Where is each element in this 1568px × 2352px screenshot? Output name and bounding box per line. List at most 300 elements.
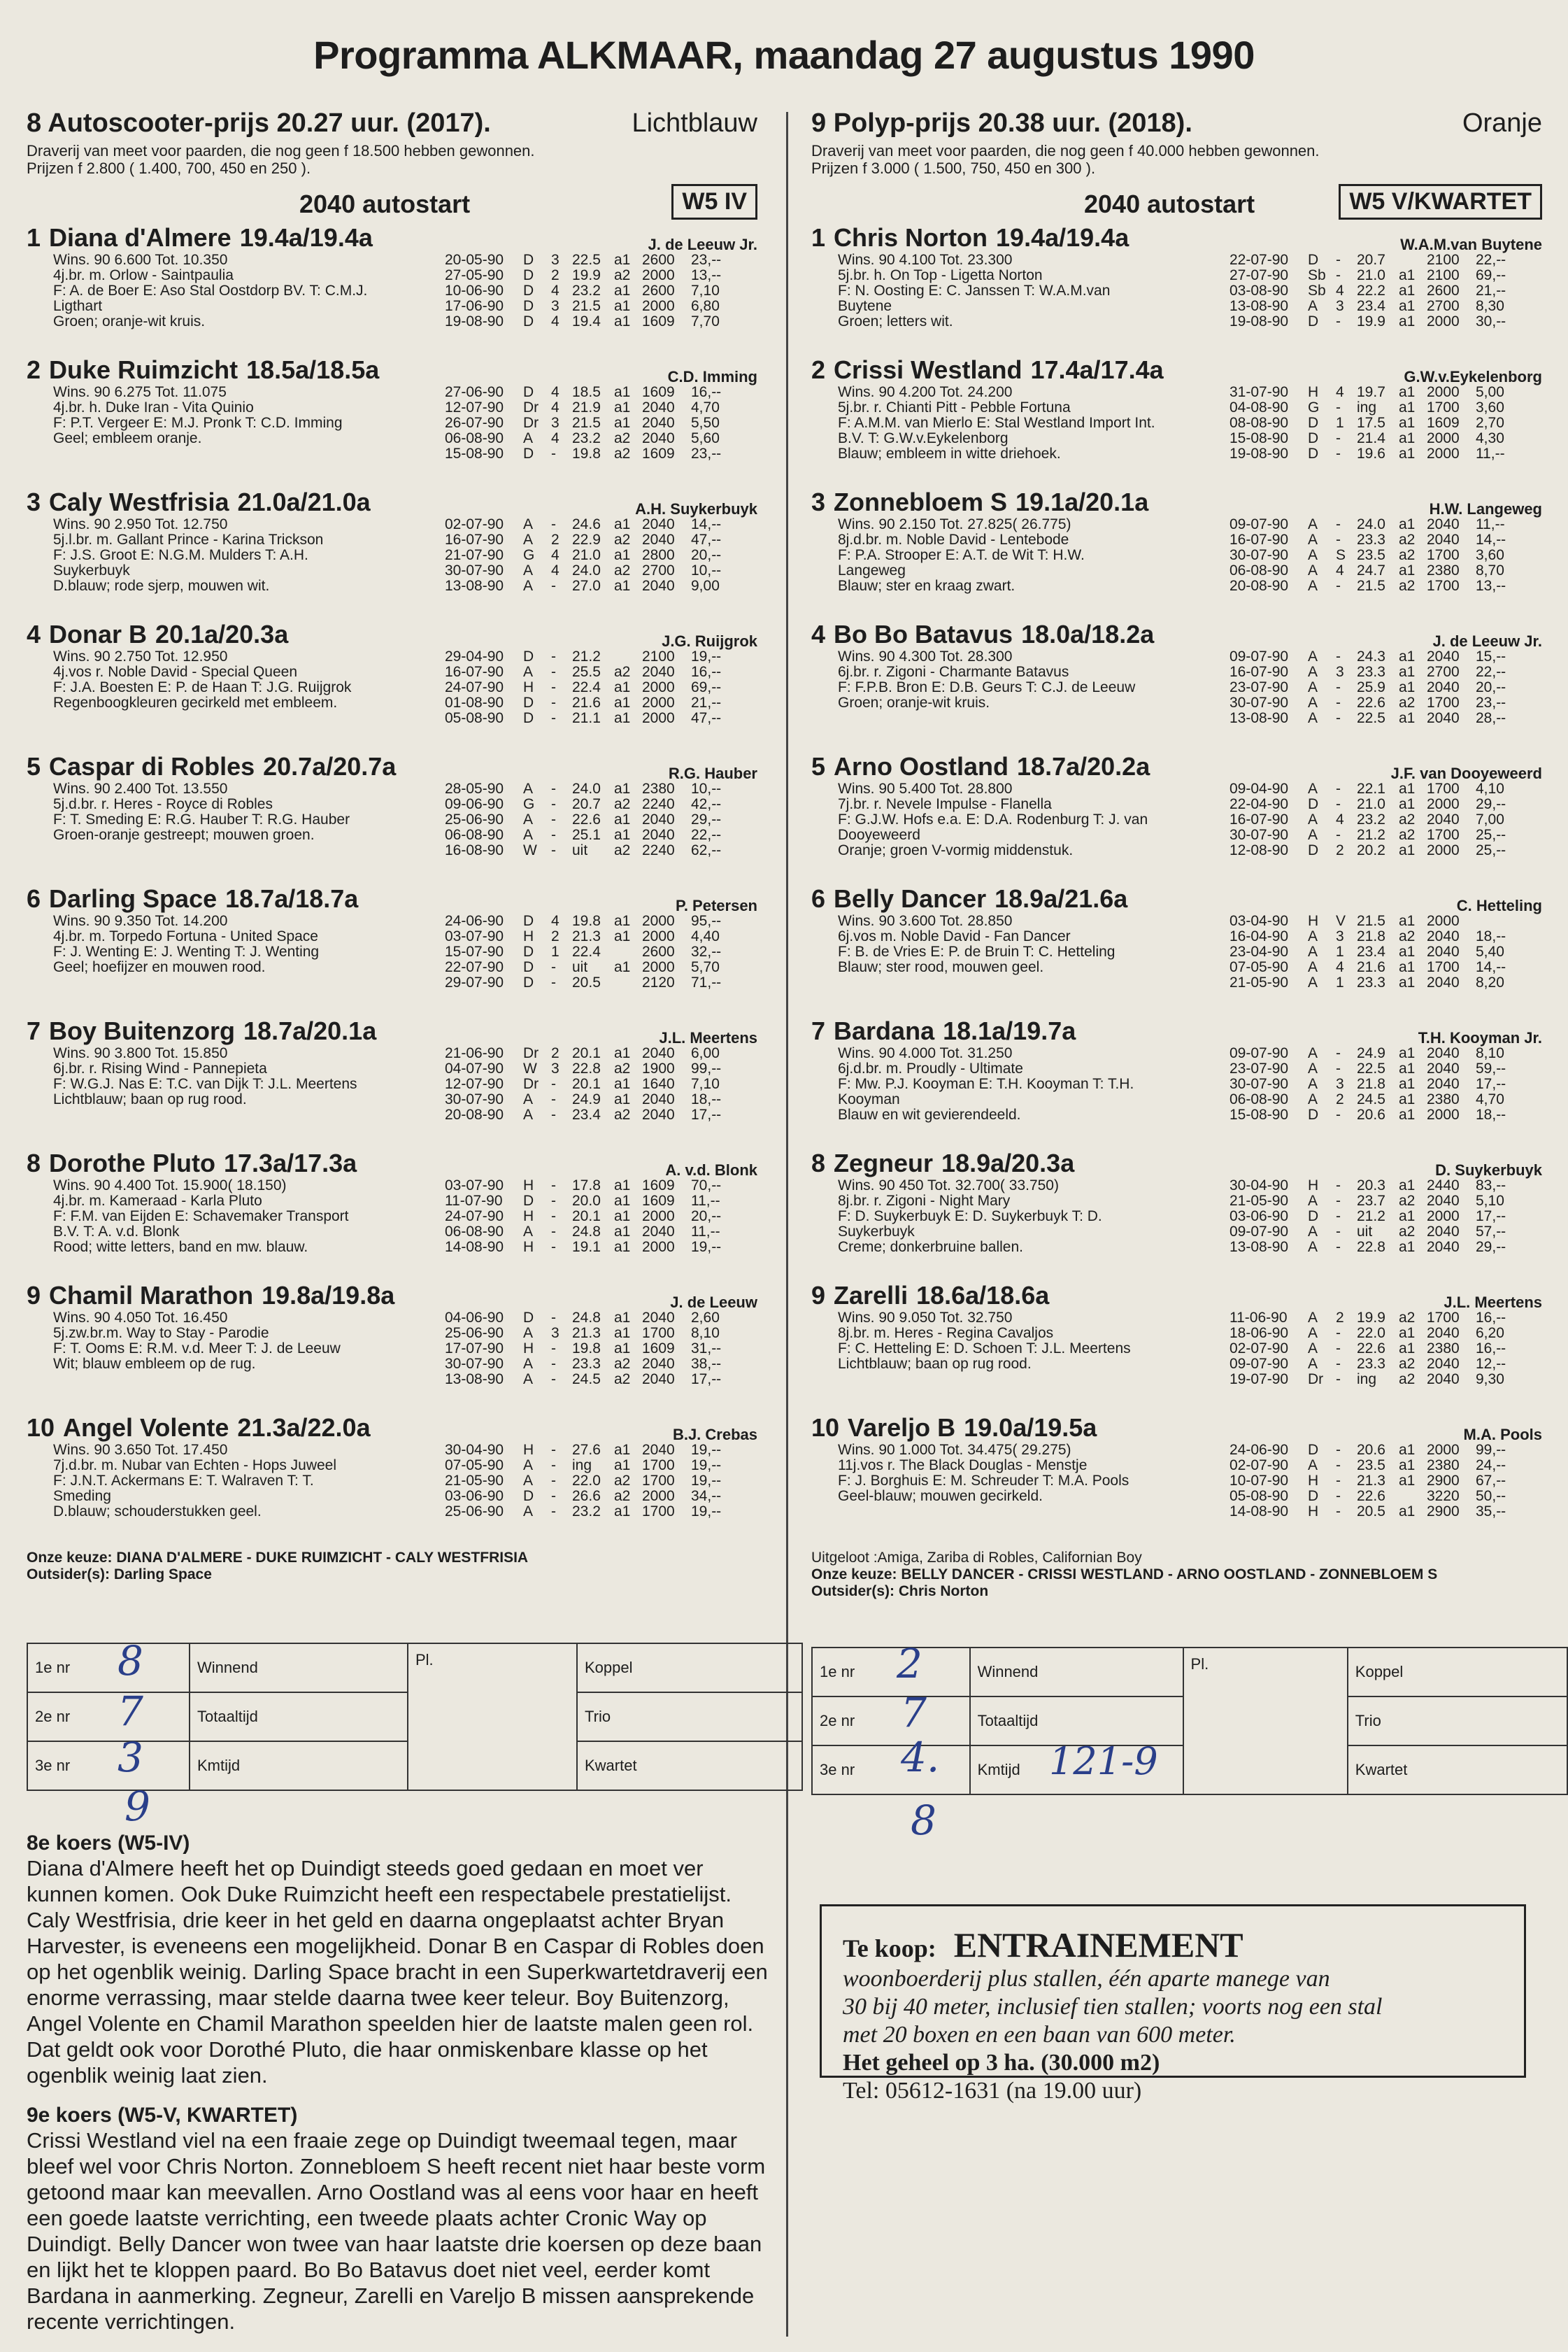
- run-cell: 2240: [642, 842, 675, 858]
- run-cell: 2000: [1427, 1208, 1460, 1224]
- run-cell: 21.5: [1357, 913, 1385, 929]
- comment-8-title: 8e koers (W5-IV): [27, 1832, 190, 1855]
- horse-number: 1: [811, 223, 826, 252]
- run-row: [1230, 1310, 1542, 1326]
- run-cell: 21-05-90: [1230, 975, 1289, 991]
- horse-info-line: Lichtblauw; baan op rug rood.: [838, 1356, 1032, 1372]
- run-cell: 4: [1336, 384, 1344, 400]
- run-cell: Dr: [523, 399, 539, 416]
- run-cell: -: [551, 1442, 556, 1458]
- run-row: [445, 400, 757, 416]
- run-row: [1230, 929, 1542, 944]
- run-cell: a2: [614, 1488, 631, 1504]
- result-cell: Kwartet: [577, 1741, 802, 1790]
- run-cell: 38,--: [691, 1356, 722, 1372]
- run-cell: D: [523, 283, 534, 299]
- horse-info-line: 6j.vos m. Noble David - Fan Dancer: [838, 928, 1071, 944]
- horse-info: [53, 253, 445, 330]
- run-cell: 4: [551, 384, 560, 400]
- horse-info-line: F: C. Hetteling E: D. Schoen T: J.L. Meertens: [838, 1340, 1131, 1356]
- run-cell: H: [523, 1239, 534, 1255]
- run-cell: a1: [614, 298, 631, 314]
- run-cell: 2040: [642, 1045, 675, 1061]
- race-title: 9 Polyp-prijs 20.38 uur. (2018).: [811, 108, 1192, 138]
- run-cell: -: [1336, 796, 1341, 812]
- horse-info-line: 8j.br. m. Heres - Regina Cavaljos: [838, 1325, 1054, 1341]
- run-row: [1230, 1046, 1542, 1061]
- run-cell: -: [1336, 578, 1341, 594]
- run-cell: a1: [1399, 944, 1416, 960]
- run-cell: 2040: [1427, 928, 1460, 944]
- run-cell: 26-07-90: [445, 415, 504, 431]
- run-cell: A: [523, 1371, 534, 1387]
- run-cell: 18-06-90: [1230, 1325, 1289, 1341]
- run-cell: 9,00: [691, 578, 720, 594]
- run-cell: 19,--: [691, 649, 722, 665]
- ad-line: met 20 boxen en een baan van 600 meter.: [843, 2022, 1236, 2048]
- run-cell: A: [1308, 532, 1318, 548]
- run-cell: A: [523, 562, 534, 579]
- column-divider: [786, 112, 788, 2337]
- horse-number: 10: [27, 1413, 55, 1442]
- horse-info-line: F: D. Suykerbuyk E: D. Suykerbuyk T: D.: [838, 1208, 1102, 1224]
- horse-entry: [27, 1016, 757, 1149]
- run-cell: 06-08-90: [445, 827, 504, 843]
- result-cell: 2e nr: [812, 1696, 970, 1745]
- run-cell: 18,--: [691, 1091, 722, 1107]
- run-row: [445, 1443, 757, 1458]
- run-cell: 01-08-90: [445, 695, 504, 711]
- horse-name: [27, 1281, 403, 1310]
- run-cell: D: [1308, 446, 1319, 462]
- run-row: [445, 532, 757, 548]
- horse-info-line: F: A. de Boer E: Aso Stal Oostdorp BV. T: C.M.J.: [53, 283, 368, 299]
- handwritten-note: 3: [117, 1734, 143, 1781]
- horse-number: 1: [27, 223, 41, 252]
- our-choice: Onze keuze: BELLY DANCER - CRISSI WESTLAND - ARNO OOSTLAND - ZONNEBLOEM S: [811, 1566, 1438, 1582]
- run-cell: [614, 975, 642, 991]
- run-cell: 3: [551, 298, 560, 314]
- run-cell: 2600: [642, 252, 675, 268]
- run-cell: a1: [614, 1091, 631, 1107]
- outsiders: Outsider(s): Chris Norton: [811, 1583, 989, 1599]
- run-cell: a1: [614, 399, 631, 416]
- run-cell: 19.8: [572, 1340, 601, 1356]
- run-cell: Sb: [1308, 283, 1326, 299]
- run-cell: 03-06-90: [1230, 1208, 1289, 1224]
- horse-info: [838, 1443, 1230, 1504]
- run-cell: a2: [1399, 827, 1416, 843]
- horse-name-text: Caspar di Robles: [49, 752, 255, 781]
- recent-runs: [445, 1178, 757, 1255]
- run-cell: 19.1: [572, 1239, 601, 1255]
- run-cell: 03-07-90: [445, 928, 504, 944]
- horse-entry: [811, 620, 1542, 752]
- run-cell: -: [551, 1488, 556, 1504]
- run-row: [1230, 548, 1542, 563]
- run-cell: 2000: [1427, 842, 1460, 858]
- horse-record: 20.1a/20.3a: [155, 620, 289, 649]
- race-conditions: Draverij van meet voor paarden, die nog geen f 40.000 hebben gewonnen.: [811, 142, 1320, 160]
- run-cell: 29,--: [691, 812, 722, 828]
- run-cell: 2700: [1427, 298, 1460, 314]
- run-row: [1230, 1473, 1542, 1489]
- horse-number: 4: [811, 620, 826, 649]
- horse-info-line: F: J.A. Boesten E: P. de Haan T: J.G. Ruijgrok: [53, 679, 352, 695]
- horse-info-line: Ligthart: [53, 298, 103, 314]
- run-cell: 25-06-90: [445, 1325, 504, 1341]
- horse-info-line: F: J. Wenting E: J. Wenting T: J. Wenting: [53, 944, 320, 960]
- run-cell: 2100: [642, 649, 675, 665]
- run-cell: 2,60: [691, 1310, 720, 1326]
- run-cell: 3: [1336, 1076, 1344, 1092]
- run-row: [1230, 446, 1542, 462]
- run-cell: 1609: [642, 313, 675, 330]
- run-cell: -: [551, 649, 556, 665]
- horse-name: [811, 355, 1172, 385]
- outsiders: Outsider(s): Darling Space: [27, 1566, 212, 1582]
- driver-name: J.L. Meertens: [1444, 1294, 1542, 1311]
- run-row: [445, 649, 757, 665]
- bet-type-box: W5 IV: [671, 184, 757, 220]
- horse-info: [53, 649, 445, 711]
- run-cell: D: [1308, 796, 1319, 812]
- run-cell: 5,70: [691, 959, 720, 975]
- run-cell: -: [1336, 1340, 1341, 1356]
- run-cell: 11,--: [1476, 446, 1505, 462]
- run-row: [1230, 1209, 1542, 1224]
- run-cell: 27-06-90: [445, 384, 504, 400]
- run-row: [445, 1046, 757, 1061]
- run-cell: -: [551, 1473, 556, 1489]
- run-cell: a1: [614, 1239, 631, 1255]
- run-cell: 22,--: [691, 827, 722, 843]
- run-cell: a2: [614, 1356, 631, 1372]
- run-cell: 8,10: [691, 1325, 720, 1341]
- horse-name: [811, 1149, 1083, 1178]
- horse-entry: [27, 752, 757, 884]
- run-cell: -: [551, 1340, 556, 1356]
- run-cell: 15-08-90: [445, 446, 504, 462]
- run-cell: -: [1336, 1224, 1341, 1240]
- run-cell: ing: [572, 1457, 592, 1473]
- run-cell: 20.5: [572, 975, 601, 991]
- run-cell: a1: [1399, 1045, 1416, 1061]
- run-cell: 04-06-90: [445, 1310, 504, 1326]
- run-cell: a2: [1399, 1193, 1416, 1209]
- run-cell: uit: [572, 959, 588, 975]
- horse-info-line: 5j.zw.br.m. Way to Stay - Parodie: [53, 1325, 269, 1341]
- run-cell: 24.9: [1357, 1045, 1385, 1061]
- run-cell: -: [1336, 1045, 1341, 1061]
- run-cell: -: [551, 1356, 556, 1372]
- run-cell: -: [1336, 252, 1341, 268]
- run-row: [445, 797, 757, 812]
- run-cell: 69,--: [691, 679, 722, 695]
- run-cell: a1: [1399, 1503, 1416, 1519]
- horse-number: 6: [27, 884, 41, 913]
- run-cell: a1: [1399, 516, 1416, 532]
- run-cell: 2040: [1427, 1224, 1460, 1240]
- horse-record: 18.7a/20.2a: [1017, 752, 1150, 781]
- run-cell: 2040: [642, 516, 675, 532]
- run-row: [1230, 1092, 1542, 1107]
- run-cell: a1: [614, 1325, 631, 1341]
- run-cell: 12-08-90: [1230, 842, 1289, 858]
- run-cell: 24-07-90: [445, 1208, 504, 1224]
- run-cell: ing: [1357, 399, 1377, 416]
- run-cell: D: [523, 1193, 534, 1209]
- horse-record: 19.0a/19.5a: [964, 1413, 1097, 1442]
- run-cell: 1609: [642, 1340, 675, 1356]
- horse-info-line: Wins. 90 4.100 Tot. 23.300: [838, 252, 1013, 268]
- run-cell: 1700: [1427, 827, 1460, 843]
- run-cell: 2040: [1427, 812, 1460, 828]
- result-cell: Pl.: [1183, 1648, 1348, 1794]
- run-cell: 20.1: [572, 1045, 601, 1061]
- run-cell: G: [1308, 399, 1320, 416]
- run-cell: 19.8: [572, 913, 601, 929]
- run-cell: 23.3: [1357, 1356, 1385, 1372]
- driver-name: D. Suykerbuyk: [1435, 1161, 1542, 1179]
- horse-info-line: Wins. 90 2.400 Tot. 13.550: [53, 781, 228, 797]
- run-row: [1230, 828, 1542, 843]
- run-cell: 19.4: [572, 313, 601, 330]
- run-cell: 2000: [642, 1488, 675, 1504]
- horse-info-line: 8j.d.br. m. Noble David - Lentebode: [838, 532, 1069, 548]
- run-cell: A: [1308, 1457, 1318, 1473]
- run-cell: 05-08-90: [1230, 1488, 1289, 1504]
- run-cell: 47,--: [691, 710, 722, 726]
- result-cell: 1e nr: [27, 1643, 190, 1692]
- run-cell: 1609: [642, 1177, 675, 1193]
- recent-runs: [1230, 914, 1542, 991]
- run-cell: 2: [551, 267, 560, 283]
- run-cell: A: [1308, 695, 1318, 711]
- run-cell: 21.6: [1357, 959, 1385, 975]
- horse-info-line: Dooyeweerd: [838, 827, 920, 843]
- run-row: [1230, 1341, 1542, 1356]
- handwritten-note: 2: [897, 1640, 922, 1687]
- run-cell: 2380: [1427, 1091, 1460, 1107]
- run-cell: 2040: [1427, 1076, 1460, 1092]
- horse-number: 2: [811, 355, 826, 384]
- run-cell: A: [1308, 1356, 1318, 1372]
- horse-info: [53, 1310, 445, 1372]
- run-row: [1230, 416, 1542, 431]
- run-cell: 28,--: [1476, 710, 1506, 726]
- run-cell: 2040: [1427, 1239, 1460, 1255]
- run-cell: 13,--: [1476, 578, 1506, 594]
- result-cell: Winnend: [190, 1643, 408, 1692]
- run-cell: 1: [1336, 975, 1344, 991]
- recent-runs: [1230, 1443, 1542, 1519]
- horse-info: [838, 914, 1230, 975]
- horse-info-line: F: Mw. P.J. Kooyman E: T.H. Kooyman T: T.H.: [838, 1076, 1134, 1092]
- run-cell: 7,70: [691, 313, 720, 330]
- run-cell: A: [523, 664, 534, 680]
- run-row: [445, 1107, 757, 1123]
- driver-name: G.W.v.Eykelenborg: [1404, 368, 1542, 385]
- run-row: [445, 1504, 757, 1519]
- run-cell: 29-07-90: [445, 975, 504, 991]
- run-cell: 21-05-90: [1230, 1193, 1289, 1209]
- run-cell: A: [523, 430, 534, 446]
- run-cell: 20.6: [1357, 1107, 1385, 1123]
- run-cell: a2: [1399, 578, 1416, 594]
- horse-info: [838, 385, 1230, 462]
- horse-entry: [27, 1413, 757, 1545]
- run-cell: 25-06-90: [445, 812, 504, 828]
- run-cell: 04-08-90: [1230, 399, 1289, 416]
- run-cell: A: [523, 1473, 534, 1489]
- run-cell: -: [551, 664, 556, 680]
- run-cell: 11-06-90: [1230, 1310, 1288, 1326]
- run-cell: 22.5: [1357, 710, 1385, 726]
- run-row: [445, 1372, 757, 1387]
- run-cell: 2600: [1427, 283, 1460, 299]
- run-cell: a2: [1399, 532, 1416, 548]
- run-cell: H: [1308, 1473, 1319, 1489]
- run-cell: A: [1308, 679, 1318, 695]
- run-cell: 20-08-90: [1230, 578, 1289, 594]
- horse-info-line: Wins. 90 4.050 Tot. 16.450: [53, 1310, 228, 1326]
- run-cell: 2900: [1427, 1503, 1460, 1519]
- horse-number: 9: [811, 1281, 826, 1310]
- run-cell: D: [523, 267, 534, 283]
- run-row: [445, 1092, 757, 1107]
- run-cell: 3: [1336, 664, 1344, 680]
- run-cell: D: [1308, 415, 1319, 431]
- run-cell: 4: [551, 562, 560, 579]
- horse-record: 21.3a/22.0a: [237, 1413, 371, 1442]
- run-cell: 25,--: [1476, 827, 1506, 843]
- run-cell: 18.5: [572, 384, 601, 400]
- result-cell: 1e nr: [812, 1648, 970, 1696]
- run-cell: 03-04-90: [1230, 913, 1289, 929]
- run-cell: D: [1308, 313, 1319, 330]
- driver-name: M.A. Pools: [1463, 1426, 1542, 1443]
- run-cell: a1: [614, 827, 631, 843]
- run-cell: 21.2: [1357, 1208, 1385, 1224]
- run-cell: a1: [1399, 1107, 1416, 1123]
- horse-number: 7: [27, 1016, 41, 1045]
- run-cell: 4: [1336, 562, 1344, 579]
- run-cell: 4: [551, 283, 560, 299]
- run-cell: H: [1308, 1177, 1319, 1193]
- run-cell: H: [523, 1442, 534, 1458]
- run-row: [1230, 1458, 1542, 1473]
- run-cell: 13-08-90: [445, 578, 504, 594]
- run-cell: a1: [614, 679, 631, 695]
- run-cell: a2: [614, 1473, 631, 1489]
- run-cell: 06-08-90: [1230, 562, 1289, 579]
- run-cell: 2700: [1427, 664, 1460, 680]
- horse-info: [838, 253, 1230, 330]
- run-cell: -: [1336, 267, 1341, 283]
- horse-info-line: B.V. T: G.W.v.Eykelenborg: [838, 430, 1008, 446]
- run-cell: 2000: [1427, 1442, 1460, 1458]
- run-cell: 14,--: [1476, 532, 1506, 548]
- run-cell: 09-07-90: [1230, 1224, 1289, 1240]
- run-cell: D: [523, 298, 534, 314]
- run-cell: 20,--: [691, 547, 722, 563]
- run-cell: 50,--: [1476, 1488, 1506, 1504]
- run-row: [445, 563, 757, 579]
- run-cell: D: [523, 695, 534, 711]
- run-cell: 18,--: [1476, 1107, 1506, 1123]
- horse-record: 18.1a/19.7a: [943, 1016, 1076, 1045]
- run-cell: H: [523, 679, 534, 695]
- run-cell: 1700: [642, 1473, 675, 1489]
- run-cell: 1609: [642, 384, 675, 400]
- run-cell: 22,--: [1476, 252, 1506, 268]
- horse-number: 8: [27, 1149, 41, 1177]
- run-cell: 47,--: [691, 532, 722, 548]
- run-cell: -: [551, 1503, 556, 1519]
- run-cell: 17,--: [691, 1107, 722, 1123]
- horse-info-line: 4j.br. m. Kameraad - Karla Pluto: [53, 1193, 262, 1209]
- horse-number: 2: [27, 355, 41, 384]
- run-row: [445, 314, 757, 330]
- run-cell: 09-07-90: [1230, 1045, 1289, 1061]
- run-cell: 23-07-90: [1230, 679, 1289, 695]
- run-cell: A: [1308, 1045, 1318, 1061]
- run-cell: -: [1336, 399, 1341, 416]
- run-cell: a1: [614, 1310, 631, 1326]
- horse-info-line: Suykerbuyk: [53, 562, 130, 579]
- run-cell: 2040: [1427, 710, 1460, 726]
- horse-record: 18.7a/18.7a: [225, 884, 359, 913]
- result-cell: 3e nr: [812, 1745, 970, 1794]
- run-cell: -: [551, 959, 556, 975]
- run-cell: H: [1308, 384, 1319, 400]
- run-cell: 7,10: [691, 1076, 720, 1092]
- run-cell: a1: [1399, 649, 1416, 665]
- result-cell: Kmtijd: [190, 1741, 408, 1790]
- run-cell: 14,--: [691, 516, 722, 532]
- run-cell: 30-07-90: [1230, 547, 1289, 563]
- recent-runs: [1230, 253, 1542, 330]
- run-cell: 25-06-90: [445, 1503, 504, 1519]
- run-cell: 22.2: [1357, 283, 1385, 299]
- recent-runs: [445, 781, 757, 858]
- run-cell: 22.4: [572, 944, 601, 960]
- horse-name: [811, 752, 1158, 781]
- run-cell: 2040: [642, 1107, 675, 1123]
- run-cell: -: [1336, 781, 1341, 797]
- run-row: [1230, 960, 1542, 975]
- run-cell: a2: [614, 267, 631, 283]
- run-cell: 21.0: [1357, 796, 1385, 812]
- run-cell: Dr: [523, 415, 539, 431]
- horse-name-text: Chris Norton: [834, 223, 988, 252]
- run-cell: 21.6: [572, 695, 601, 711]
- run-cell: 4: [551, 399, 560, 416]
- run-cell: 2380: [1427, 562, 1460, 579]
- run-cell: 2: [1336, 1310, 1344, 1326]
- race-title: 8 Autoscooter-prijs 20.27 uur. (2017).: [27, 108, 491, 138]
- run-cell: A: [1308, 1193, 1318, 1209]
- run-cell: 23.2: [572, 283, 601, 299]
- run-cell: a1: [614, 1076, 631, 1092]
- run-cell: 21,--: [1476, 283, 1506, 299]
- recent-runs: [445, 1046, 757, 1123]
- horse-info-line: Regenboogkleuren gecirkeld met embleem.: [53, 695, 338, 711]
- run-cell: 11,--: [1476, 516, 1505, 532]
- result-cell: Totaaltijd: [970, 1696, 1183, 1745]
- run-cell: 21-05-90: [445, 1473, 504, 1489]
